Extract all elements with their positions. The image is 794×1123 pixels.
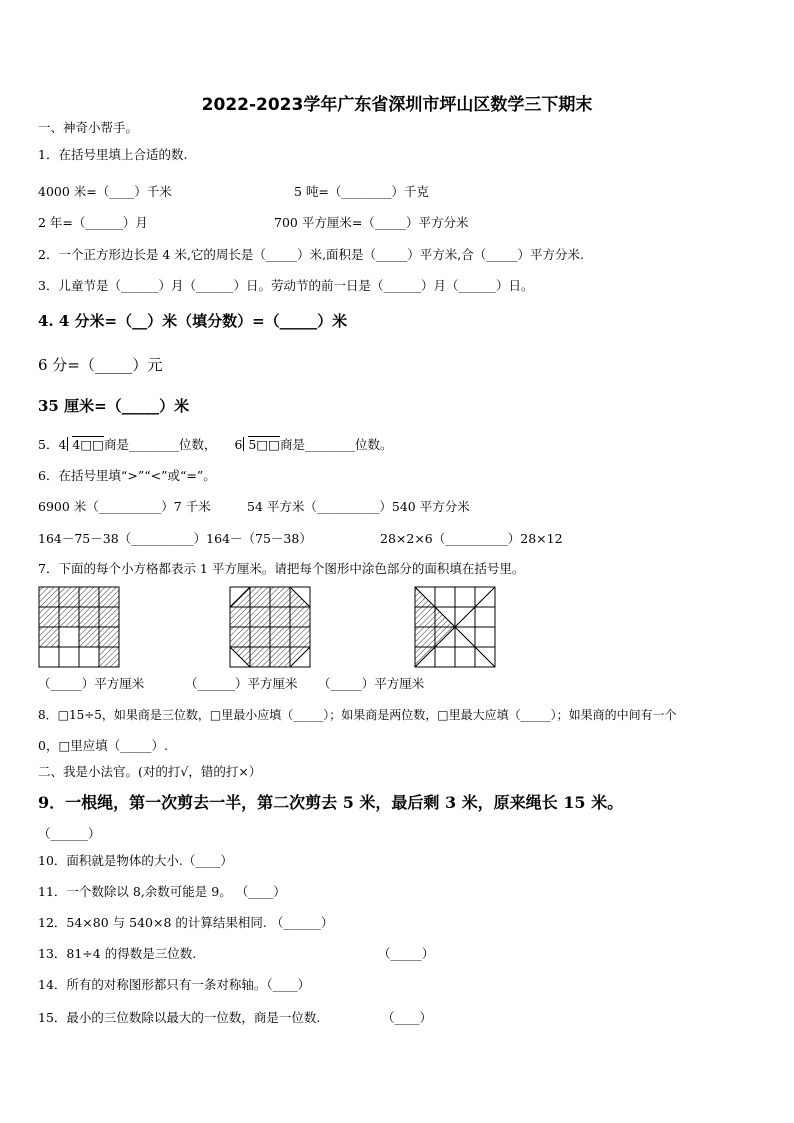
q6-stem: 6．在括号里填“>”“<”或“=”。	[38, 468, 216, 483]
q5-divisor-2: 6	[234, 437, 243, 452]
q6-c: 164－75－38（__________）164－（75－38）	[38, 531, 312, 546]
q4-c: 35 厘米=（_____）米	[38, 397, 190, 415]
q5-dividend-1: 4□□	[72, 437, 104, 452]
q8-line-1: 8．□15÷5，如果商是三位数，□里最小应填（_____）；如果商是两位数，□里最大应填（_____）；如果商的中间有一个	[38, 708, 677, 722]
q1-stem: 1．在括号里填上合适的数.	[38, 147, 188, 162]
q7-answer-a: （_____）平方厘米	[38, 676, 145, 691]
q1-c: 2 年=（______）月	[38, 215, 148, 230]
q6-b: 54 平方米（__________）540 平方分米	[247, 499, 470, 514]
q7-answer-c: （_____）平方厘米	[318, 676, 425, 691]
q5-number: 5．	[38, 437, 59, 452]
q1-b: 5 吨=（________）千克	[294, 184, 429, 199]
section-1-heading: 一、神奇小帮手。	[38, 120, 139, 135]
q4-b: 6 分=（_____）元	[38, 356, 163, 374]
q14: 14．所有的对称图形都只有一条对称轴。（____）	[38, 977, 311, 992]
q6-a: 6900 米（__________）7 千米	[38, 499, 211, 514]
q11: 11．一个数除以 8,余数可能是 9。 （____）	[38, 884, 286, 899]
q8-line-2: 0，□里应填（_____）.	[38, 738, 168, 753]
q9-line-2: （______）	[38, 826, 101, 841]
grid-figure-2	[229, 586, 311, 668]
q1-d: 700 平方厘米=（_____）平方分米	[274, 215, 469, 230]
section-2-heading: 二、我是小法官。(对的打√，错的打×）	[38, 764, 262, 779]
q5-dividend-2: 5□□	[248, 437, 280, 452]
q4-a: 4. 4 分米=（__）米（填分数）=（_____）米	[38, 312, 348, 330]
q6-d: 28×2×6（__________）28×12	[380, 531, 563, 546]
q7-answer-b: （______）平方厘米	[185, 676, 298, 691]
q7-stem: 7．下面的每个小方格都表示 1 平方厘米。请把每个图形中涂色部分的面积填在括号里。	[38, 561, 525, 576]
grid-figure-3	[414, 586, 496, 668]
q5-text-1: 商是________位数，	[103, 437, 217, 452]
q5-text-2: 商是________位数。	[280, 437, 393, 452]
q15-blank: （____）	[382, 1010, 433, 1025]
q5-line	[38, 437, 393, 453]
page-title: 2022-2023学年广东省深圳市坪山区数学三下期末	[201, 95, 593, 115]
q13-blank: （_____）	[378, 946, 435, 961]
q2: 2．一个正方形边长是 4 米,它的周长是（_____）米,面积是（_____）平方米,合（_____）平方分米.	[38, 247, 584, 262]
q9-line-1: 9．一根绳，第一次剪去一半，第二次剪去 5 米，最后剩 3 米，原来绳长 15 米。	[38, 793, 624, 812]
q13: 13．81÷4 的得数是三位数.	[38, 946, 197, 961]
q3: 3．儿童节是（______）月（______）日。劳动节的前一日是（______）月（______）日。	[38, 278, 534, 293]
q10: 10．面积就是物体的大小.（____）	[38, 853, 233, 868]
q1-a: 4000 米=（____）千米	[38, 184, 172, 199]
grid-figure-1	[38, 586, 120, 668]
q5-divisor-1: 4	[58, 437, 67, 452]
q12: 12．54×80 与 540×8 的计算结果相同. （______）	[38, 915, 334, 930]
q15: 15．最小的三位数除以最大的一位数，商是一位数.	[38, 1010, 321, 1025]
